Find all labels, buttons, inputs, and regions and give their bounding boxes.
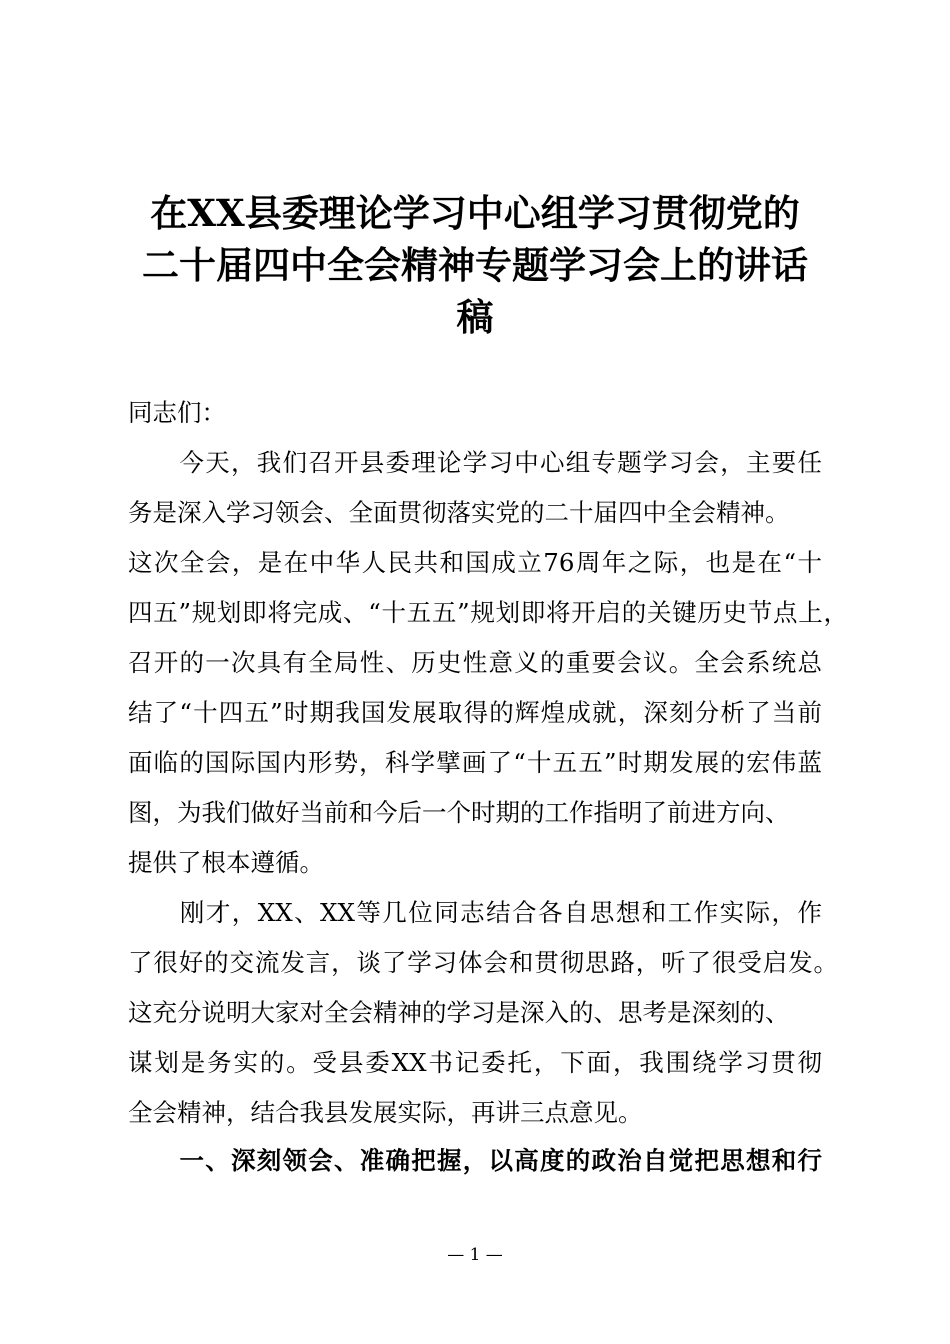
text-line: 了很好的交流发言，谈了学习体会和贯彻思路，听了很受启发。 <box>128 948 838 977</box>
text-line: 图，为我们做好当前和今后一个时期的工作指明了前进方向、 <box>128 798 790 827</box>
title-line-3: 稿 <box>456 295 494 339</box>
title-line-1: 在XX县委理论学习中心组学习贯彻党的 <box>150 191 800 235</box>
text-line: 今天，我们召开县委理论学习中心组专题学习会，主要任 <box>128 448 822 477</box>
text-line: 四五”规划即将完成、“十五五”规划即将开启的关键历史节点上， <box>128 598 848 627</box>
salutation: 同志们： <box>128 398 226 427</box>
text-line: 召开的一次具有全局性、历史性意义的重要会议。全会系统总 <box>128 648 822 677</box>
title-line-2: 二十届四中全会精神专题学习会上的讲话 <box>142 243 808 287</box>
text-line: 这次全会，是在中华人民共和国成立76周年之际，也是在“十 <box>128 548 822 577</box>
text-line: 面临的国际国内形势，科学擘画了“十五五”时期发展的宏伟蓝 <box>128 748 822 777</box>
text-line: 谋划是务实的。受县委XX书记委托，下面，我围绕学习贯彻 <box>128 1048 822 1077</box>
text-line: 提供了根本遵循。 <box>128 848 324 877</box>
text-line: 务是深入学习领会、全面贯彻落实党的二十届四中全会精神。 <box>128 498 790 527</box>
page-number: — 1 — <box>447 1245 503 1265</box>
text-line: 这充分说明大家对全会精神的学习是深入的、思考是深刻的、 <box>128 998 790 1027</box>
text-line: 结了“十四五”时期我国发展取得的辉煌成就，深刻分析了当前 <box>128 698 822 727</box>
text-line: 刚才，XX、XX等几位同志结合各自思想和工作实际，作 <box>128 898 822 927</box>
section-heading: 一、深刻领会、准确把握，以高度的政治自觉把思想和行 <box>128 1146 822 1175</box>
text-line: 全会精神，结合我县发展实际，再讲三点意见。 <box>128 1098 643 1127</box>
